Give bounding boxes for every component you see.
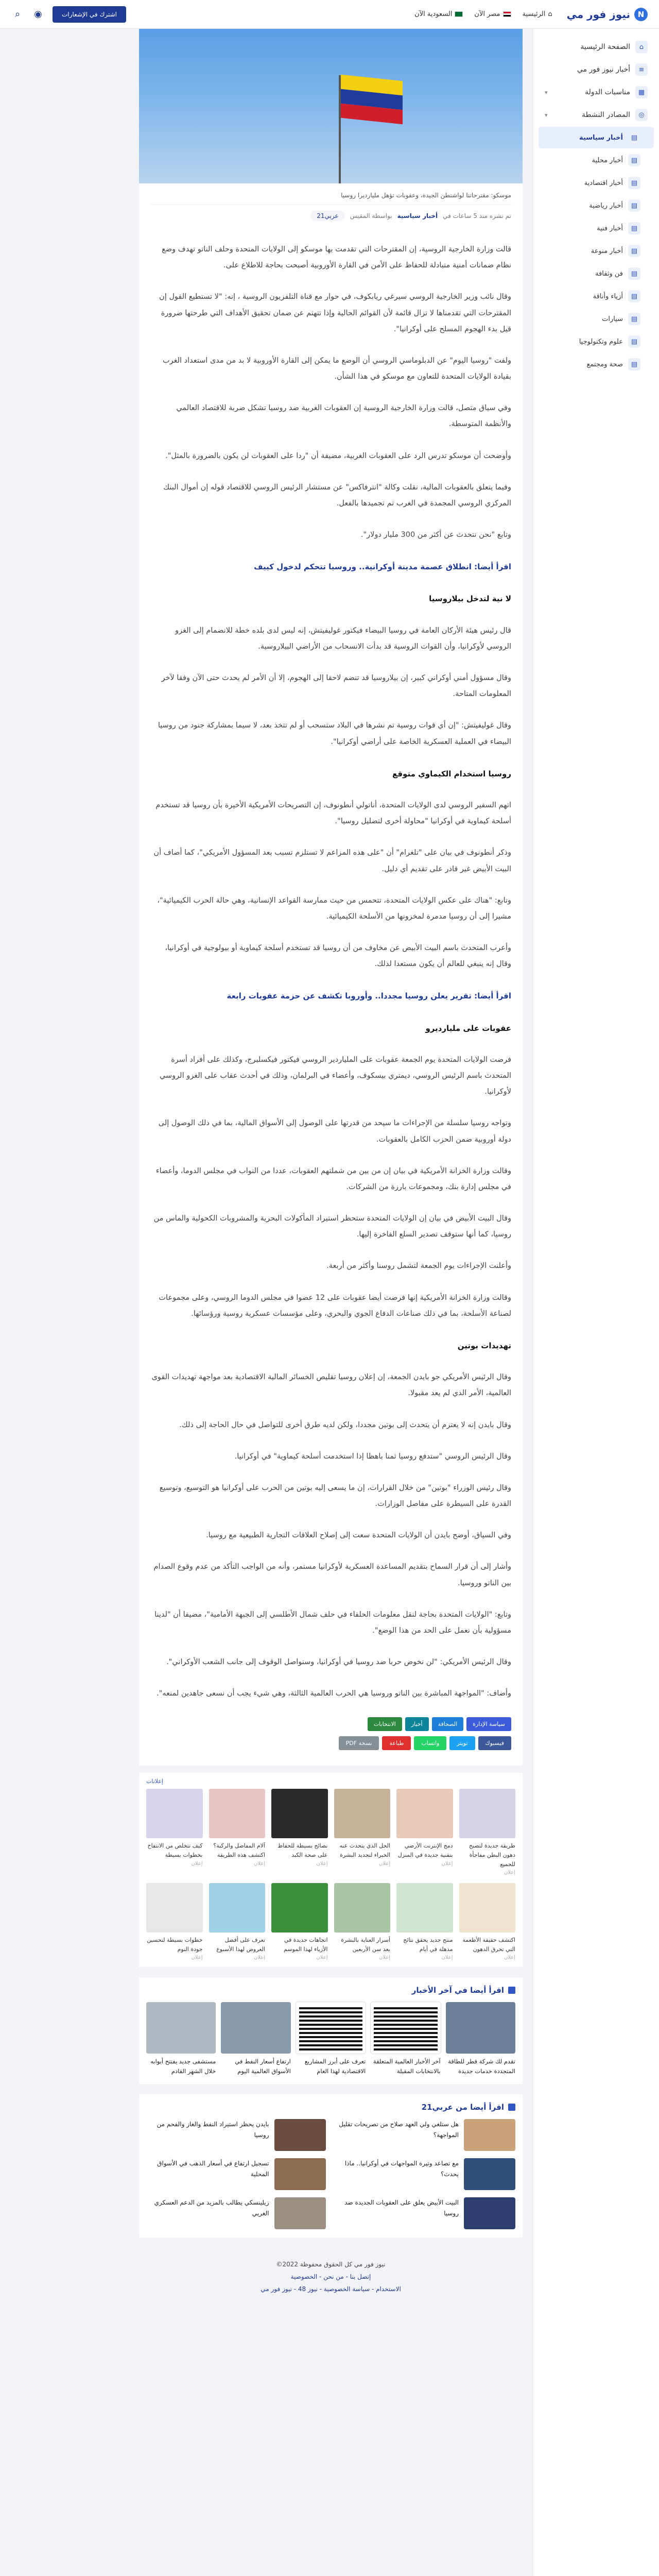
sidebar-item[interactable] (539, 127, 654, 148)
article-paragraph: وقال الرئيس الأمريكي: "لن نخوض حربا ضد روسيا في أوكرانيا، وسنواصل الوقوف إلى جانب الشعب الأوكراني". (166, 1658, 511, 1667)
article-paragraph: قالت وزارة الخارجية الروسية، إن المقترحات التي تقدمت بها موسكو إلى الولايات المتحدة وحلف الناتو تهدف وضع نظام ضمانات أمنية متبادلة للحفاظ على الأمن في القارة الأوروبية أصبحت بحاجة للاطلاع على. (162, 245, 511, 270)
sidebar-item-label: أخبار فنية (597, 224, 623, 232)
more-item[interactable] (146, 2197, 326, 2229)
ad-source: إعلان (253, 1860, 265, 1867)
more-title: زيلينسكي يطالب بالمزيد من الدعم العسكري الغربي (154, 2199, 269, 2217)
article-paragraph: وأعرب المتحدث باسم البيت الأبيض عن مخاوف من أن روسيا قد تستخدم أسلحة كيماوية أو بيولوجية في أوكرانيا، وقال إنه ينبغي للعالم أن يكون مستعدا لذلك. (165, 944, 511, 969)
logo-mark: N (634, 8, 648, 21)
share-button[interactable]: تويتر (449, 1736, 475, 1750)
ad-title: آلام المفاصل والركبة؟ اكتشف هذه الطريقة (213, 1842, 265, 1859)
ad-source: إعلان (191, 1955, 203, 1961)
related-card[interactable] (446, 2002, 515, 2076)
source-icon: ◎ (635, 109, 648, 121)
article-paragraph: وأوضحت أن موسكو تدرس الرد على العقوبات الغربية، مضيفة أن "ردا على العقوبات لن يكون بالضرورة بالمثل". (165, 451, 511, 460)
sidebar-item-label: أخبار اقتصادية (584, 179, 623, 187)
ad-title: اكتشف حقيقة الأطعمة التي تحرق الدهون (462, 1937, 515, 1953)
search-icon[interactable]: ⌕ (14, 9, 21, 20)
ad-title: تعرف على أفضل العروض لهذا الأسبوع (216, 1937, 265, 1953)
ad-source: إعلان (316, 1860, 328, 1867)
related-title: ارتفاع أسعار النفط في الأسواق العالمية اليوم (235, 2058, 291, 2075)
read-also-link-2[interactable]: اقرأ أيضا: تقرير يعلن روسيا مجددا.. وأوروبا تكشف عن حزمة عقوبات رابعة (227, 991, 511, 1001)
author-badge[interactable]: عربي21 (310, 211, 344, 221)
tag-link[interactable]: أخبار (405, 1717, 429, 1731)
section-icon (508, 1987, 515, 1994)
sidebar-item-label: المصادر النشطة (582, 111, 630, 119)
article-paragraph: وتابع "نحن نتحدث عن أكثر من 300 مليار دولار". (360, 531, 511, 539)
ad-card[interactable] (146, 1789, 203, 1877)
ad-source: إعلان (316, 1955, 328, 1961)
footer-links[interactable]: إتصل بنا - من نحن - الخصوصية (290, 2273, 371, 2281)
more-image (464, 2158, 515, 2190)
ad-card[interactable] (146, 1883, 203, 1962)
art-icon: ▤ (628, 222, 640, 234)
more-item[interactable] (336, 2197, 516, 2229)
ad-title: الحل الذي يتحدث عنه الخبراء لتجديد البشرة (339, 1842, 390, 1859)
image-caption: موسكو: مقترحاتنا لواشنطن الجيدة، وعقوبات تؤهل مليارديرا روسيا (150, 192, 511, 205)
tag-link[interactable]: الانتخابات (368, 1717, 402, 1731)
ad-card[interactable] (209, 1789, 266, 1877)
subheading-chemical: روسيا استخدام الكيماوي متوقع (392, 769, 511, 778)
ad-image (396, 1789, 453, 1838)
ad-title: منتج جديد يحقق نتائج مذهلة في أيام (403, 1937, 453, 1953)
more-title: تسجيل ارتفاع في أسعار الذهب في الأسواق المحلية (157, 2160, 269, 2178)
related-image (146, 2002, 216, 2054)
more-title: بايدن يحظر استيراد النفط والغاز والفحم من روسيا (157, 2121, 269, 2139)
sidebar-item-label: أخبار نيوز فور مي (577, 65, 630, 74)
article-paragraph: وقال الرئيس الأمريكي جو بايدن الجمعة، إن إعلان روسيا تقليص الخسائر المالية الاقتصادية بعد مواجهة تهديدات القوى العالمية، الأمر الذي لم يعد مقبولا. (151, 1373, 511, 1398)
nav-home[interactable]: ⌂ الرئيسية (522, 10, 552, 18)
more-section (139, 2094, 523, 2238)
ads-label: إعلانات (146, 1778, 163, 1785)
ad-image (271, 1789, 328, 1838)
more-image (274, 2158, 326, 2190)
sidebar-item-label: الصفحة الرئيسية (580, 43, 630, 51)
sidebar-item-label: علوم وتكنولوجيا (579, 337, 623, 346)
more-image (464, 2119, 515, 2151)
article-paragraph: وتابع: "الولايات المتحدة بحاجة لنقل معلومات الحلفاء في حلف شمال الأطلسي إلى الجبهة الأمامية"، مضيفا أن "لدينا مسؤولية بأن نعمل على الحد من هذا الوضع". (154, 1610, 511, 1635)
sidebar-item[interactable] (539, 149, 654, 171)
sidebar-item[interactable] (539, 36, 654, 58)
ad-source: إعلان (378, 1860, 390, 1867)
article-paragraph: وقال غوليفيتش: "إن أي قوات روسية تم نشرها في البلاد ستسحب أو لم تتخذ بعد، لا سيما بمشاركة جنود من روسيا البيضاء في العملية العسكرية الخاصة على أراضي أوكرانيا". (158, 721, 511, 746)
share-button[interactable]: فيسبوك (478, 1736, 511, 1750)
byline: بواسطة المقيس (350, 212, 392, 219)
ad-image (146, 1789, 203, 1838)
article-hero-image (139, 29, 523, 183)
article-paragraph: وتابع: "هناك على عكس الولايات المتحدة، تتحمس من حيث ممارسة القواعد الإنسانية، وهي حالة الحرب الكيميائية"، مشيرا إلى أن روسيا مدمرة لمخزونها من الأسلحة الكيميائية. (157, 896, 511, 921)
top-bar (0, 0, 659, 29)
ad-image (459, 1883, 516, 1933)
ad-source: إعلان (191, 1860, 203, 1867)
sidebar (533, 29, 659, 2576)
ad-title: دمج الإنترنت الأرضي بتقنية جديدة في المنزل (397, 1842, 453, 1859)
main-content (139, 29, 523, 2306)
home-icon: ⌂ (635, 41, 648, 53)
subheading-belarus: لا نية لتدخل بيلاروسيا (429, 594, 511, 604)
more-title: اقرأ أيضا من عربي21 (421, 2103, 504, 2112)
ad-card[interactable] (459, 1883, 516, 1962)
news-icon: ≡ (635, 63, 648, 76)
article-paragraph: ولفت "روسيا اليوم" عن الدبلوماسي الروسي أن الوضع ما يمكن إلى القارة الأوروبية لا بد من مدى استعداد الغرب بقيادة الولايات المتحدة للتعاون مع موسكو في هذا الشأن. (162, 356, 511, 381)
sidebar-item[interactable] (539, 240, 654, 262)
ad-image (209, 1789, 266, 1838)
fashion-icon: ▤ (628, 290, 640, 302)
home-icon: ⌂ (548, 10, 552, 18)
article-paragraph: وأشار إلى أن قرار السماح بتقديم المساعدة العسكرية لأوكرانيا مستمر، وأنه من الواجب التأكد من عدم وقوع الصدام بين الناتو وروسيا. (153, 1563, 511, 1587)
share-button[interactable]: طباعة (382, 1736, 411, 1750)
related-card[interactable] (371, 2002, 440, 2076)
copyright: نيوز فور مي كل الحقوق محفوظة 2022© (276, 2261, 386, 2268)
ad-source: إعلان (504, 1870, 515, 1876)
sidebar-item-label: صحة ومجتمع (586, 360, 623, 368)
article-paragraph: وفي سياق متصل، قالت وزارة الخارجية الروسية إن العقوبات الغربية ضد روسيا تشكل ضربة للاقتصاد العالمي والأنظمة المتوسطة. (176, 404, 511, 429)
politics-icon: ▤ (628, 131, 640, 144)
ad-image (334, 1883, 391, 1933)
ad-card[interactable] (271, 1789, 328, 1877)
site-name: نيوز فور مي (566, 8, 630, 21)
sidebar-item-label: أخبار رياضية (589, 201, 623, 210)
subheading-sanctions: عقوبات على مليارديرو (425, 1023, 511, 1033)
article-paragraph: وقالت وزارة الخزانة الأمريكية إنها فرضت أيضا عقوبات على 12 عضوا في مجلس الدوما الروسي، وعلى مجموعات لصناعة الأسلحة، بما في ذلك صناعات الدفاع الجوي والبحري، وعلى مؤسسات عسكرية روسية ورؤسائها. (159, 1293, 511, 1318)
ad-title: خطوات بسيطة لتحسين جودة النوم (147, 1937, 203, 1953)
publish-date: تم نشره منذ 5 ساعات في (443, 212, 511, 219)
article-paragraph: وقال مسؤول أمني أوكراني كبير، إن بيلاروسيا قد تنضم لاحقا إلى الهجوم، إلا أن الأمر لم يحدث حتى الآن وفقا لآخر المعلومات المتاحة. (161, 674, 511, 699)
article-paragraph: وأضاف: "المواجهة المباشرة بين الناتو وروسيا هي الحرب العالمية الثالثة، وهي شيء يجب أن نسعى جاهدين لمنعه". (157, 1689, 511, 1698)
chevron-down-icon: ▾ (545, 111, 548, 118)
more-image (274, 2197, 326, 2229)
site-logo[interactable] (567, 8, 648, 21)
sidebar-item[interactable] (539, 195, 654, 216)
sidebar-item-label: أخبار منوعة (591, 247, 623, 255)
ad-card[interactable] (334, 1883, 391, 1962)
more-title: البيت الأبيض يعلق على العقوبات الجديدة ضد روسيا (344, 2199, 459, 2217)
more-item[interactable] (146, 2119, 326, 2151)
sidebar-item[interactable] (539, 217, 654, 239)
ad-card[interactable] (271, 1883, 328, 1962)
tag-list (150, 1717, 511, 1731)
chevron-down-icon: ▾ (545, 89, 548, 96)
more-title: مع تصاعد وتيرة المواجهات في أوكرانيا.. ماذا يحدث؟ (344, 2160, 459, 2178)
local-icon: ▤ (628, 154, 640, 166)
nav-egypt[interactable]: مصر الآن (474, 10, 511, 18)
sidebar-item[interactable] (539, 104, 654, 126)
article-paragraph: وقالت وزارة الخزانة الأمريكية في بيان إن من بين من شملتهم العقوبات، عددا من النواب في مجلس الدوما، وأعضاء في مجلس إدارة بنك، ومجموعات بارزة من الشركات. (155, 1166, 511, 1191)
saudi-flag-icon (455, 11, 463, 17)
article (139, 183, 523, 1766)
calendar-icon: ▦ (635, 86, 648, 98)
ad-title: اتجاهات جديدة في الأزياء لهذا الموسم (284, 1937, 328, 1953)
culture-icon: ▤ (628, 267, 640, 280)
ad-title: كيف تتخلص من الانتفاخ بخطوات بسيطة (147, 1842, 203, 1859)
economy-icon: ▤ (628, 177, 640, 189)
article-paragraph: وفيما يتعلق بالعقوبات المالية، نقلت وكالة "انترفاكس" عن مستشار الرئيس الروسي للاقتصاد قوله إن أموال البنك المركزي الروسي المجمدة في الغرب تم تجميدها بالفعل. (163, 483, 511, 507)
tech-icon: ▤ (628, 335, 640, 348)
related-title: مستشفى جديد يفتتح أبوابه خلال الشهر القادم (150, 2058, 216, 2075)
share-buttons (150, 1736, 511, 1750)
ad-card[interactable] (459, 1789, 516, 1877)
ad-image (459, 1789, 516, 1838)
related-card[interactable] (146, 2002, 216, 2076)
sidebar-item-label: مناسبات الدولة (585, 88, 630, 96)
tag-link[interactable]: الصحافة (432, 1717, 464, 1731)
related-card[interactable] (296, 2002, 366, 2076)
related-title: تقدم لك شركة قطر للطاقة المتجددة خدمات جديدة (448, 2058, 515, 2075)
section-icon (508, 2104, 515, 2111)
ad-source: إعلان (378, 1955, 390, 1961)
article-paragraph: وقال الرئيس الروسي "ستدفع روسيا ثمنا باهظا إذا استخدمت أسلحة كيماوية" في أوكرانيا. (234, 1452, 511, 1461)
ad-source: إعلان (504, 1955, 515, 1961)
ad-card[interactable] (334, 1789, 391, 1877)
venezuela-flag-image (341, 75, 403, 125)
article-paragraph: فرضت الولايات المتحدة يوم الجمعة عقوبات على الملياردير الروسي فيكتور فيكسلبرج، وكذلك على أفراد أسرة المتحدث باسم الرئيس الروسي، ديمتري بيسكوف، وأعضاء في البرلمان، وذلك في أحدث عقاب على الغزو الروسي لأوكرانيا. (159, 1055, 511, 1096)
article-paragraph: وفي السياق، أوضح بايدن أن الولايات المتحدة سعت إلى إصلاح العلاقات التجارية الطبيعية مع روسيا. (206, 1531, 511, 1540)
related-card[interactable] (221, 2002, 290, 2076)
article-body (150, 242, 511, 1702)
related-image (221, 2002, 290, 2054)
ads-section (139, 1773, 523, 1967)
ad-source: إعلان (441, 1860, 453, 1867)
related-title: آخر الأخبار العالمية المتعلقة بالانتخابات المقبلة (373, 2058, 441, 2075)
more-title: هل ستلغي ولي العهد صلاح من تصريحات تقليل المواجهة؟ (339, 2121, 459, 2139)
subheading-threats: تهديدات بوتين (457, 1341, 511, 1350)
sports-icon: ▤ (628, 199, 640, 212)
sidebar-item[interactable] (539, 59, 654, 80)
ad-image (271, 1883, 328, 1933)
related-section (139, 1977, 523, 2084)
ad-card[interactable] (396, 1789, 453, 1877)
sidebar-item[interactable] (539, 331, 654, 352)
article-paragraph: وقال بايدن إنه لا يعتزم أن يتحدث إلى بوتين مجددا، ولكن لديه طرق أخرى للتواصل في حال الحاجة إلى ذلك. (179, 1420, 511, 1429)
qr-code-image (371, 2002, 440, 2054)
share-button[interactable]: نسخة PDF (339, 1736, 379, 1750)
read-also-link-1[interactable]: اقرأ أيضا: انطلاق عصمة مدينة أوكرانية.. وروسيا تتحكم لدخول كييف (254, 562, 511, 572)
sidebar-item-label: أخبار سياسية (579, 133, 623, 142)
ad-source: إعلان (441, 1955, 453, 1961)
top-nav (414, 10, 552, 18)
nav-saudi[interactable]: السعودية الآن (414, 10, 463, 18)
ad-title: طريقة جديدة لتصبح دهون البطن مفاجأة للجميع (469, 1842, 515, 1868)
ad-title: أسرار العناية بالبشرة بعد سن الأربعين (341, 1937, 390, 1953)
article-paragraph: وتواجه روسيا سلسلة من الإجراءات ما سيحد من قدرتها على الوصول إلى الأسواق المالية، بما في ذلك الوصول إلى دولة أوروبية ضمن الحزب الكامل بالعقوبات. (158, 1119, 511, 1144)
footer-links-2[interactable]: الاستخدام - سياسة الخصوصية - نيوز 48 - نيوز فور مي (261, 2285, 401, 2293)
more-image (464, 2197, 515, 2229)
sidebar-item-label: أخبار محلية (592, 156, 623, 164)
tag-link[interactable]: سياسة الإدارة (466, 1717, 511, 1731)
misc-icon: ▤ (628, 245, 640, 257)
category-link[interactable]: أخبار سياسية (397, 212, 438, 219)
article-paragraph: وقال البيت الأبيض في بيان إن الولايات المتحدة ستحظر استيراد المأكولات البحرية والمشروبات الكحولية والماس من روسيا، كما أنها ستوقف تصدير السلع الفاخرة إليها. (153, 1214, 511, 1239)
related-title: تعرف على أبرز المشاريع الاقتصادية لهذا العام (304, 2058, 366, 2075)
sidebar-item[interactable] (539, 81, 654, 103)
sidebar-item-label: فن وثقافة (595, 269, 623, 278)
sidebar-item[interactable] (539, 263, 654, 284)
sidebar-item[interactable] (539, 172, 654, 194)
ad-image (209, 1883, 266, 1933)
subscribe-button[interactable]: اشترك في الإشعارات (53, 6, 126, 23)
qr-code-image (296, 2002, 366, 2054)
ad-title: نصائح بسيطة للحفاظ على صحة الكبد (278, 1842, 328, 1859)
article-paragraph: قال رئيس هيئة الأركان العامة في روسيا البيضاء فيكتور غوليفيتش، إنه ليس لدى بلده خطة للانضمام إلى الغزو الروسي لأوكرانيا، وأن القوات الروسية قد بدأت الانسحاب من الأراضي البيلاروسية. (175, 626, 511, 651)
article-paragraph: وقال رئيس الوزراء "بوتين" من خلال القرارات، إن ما يسعى إليه بوتين من الحرب على أوكرانيا هو التوسيع، وتوسيع القدرة على السيطرة على مفاصل الوزارات. (159, 1483, 511, 1509)
sidebar-item-label: سيارات (602, 315, 623, 323)
ad-image (396, 1883, 453, 1933)
more-item[interactable] (146, 2158, 326, 2190)
ad-card[interactable] (396, 1883, 453, 1962)
ad-image (146, 1883, 203, 1933)
related-image (446, 2002, 515, 2054)
article-meta (150, 211, 511, 221)
sidebar-item-label: أزياء وأناقة (593, 292, 623, 300)
share-button[interactable]: واتساب (414, 1736, 446, 1750)
article-paragraph: وأعلنت الإجراءات يوم الجمعة لتشمل روسنا وأكثر من أربعة. (326, 1262, 511, 1270)
sidebar-item[interactable] (539, 285, 654, 307)
ad-image (334, 1789, 391, 1838)
sidebar-item[interactable] (539, 308, 654, 330)
egypt-flag-icon (503, 11, 511, 17)
more-image (274, 2119, 326, 2151)
article-paragraph: اتهم السفير الروسي لدى الولايات المتحدة، أناتولي أنطونوف، إن التصريحات الأمريكية الأخيرة بأن روسيا قد تستخدم أسلحة كيماوية في أوكرانيا "محاولة أخرى لتضليل روسيا". (155, 801, 511, 826)
ad-card[interactable] (209, 1883, 266, 1962)
related-title: اقرأ أيضا في آخر الأخبار (411, 1986, 504, 1995)
ad-source: إعلان (253, 1955, 265, 1961)
footer (139, 2258, 523, 2306)
sidebar-item[interactable] (539, 353, 654, 375)
more-item[interactable] (336, 2158, 516, 2190)
health-icon: ▤ (628, 358, 640, 370)
car-icon: ▤ (628, 313, 640, 325)
article-paragraph: وقال نائب وزير الخارجية الروسي سيرغي ريابكوف، في حوار مع قناة التلفزيون الروسية ، إنه: "لا تستطيع القول إن المقترحات التي تقدمناها لا تزال قائمة لأن القوائم الحالية وإذا تتهتم عن ضمان تحقيق الأهداف التي طرحتها ضرورة قيل بدء الهجوم المسلح على أوكرانيا". (159, 293, 511, 333)
user-icon[interactable]: ◉ (34, 9, 42, 20)
more-item[interactable] (336, 2119, 516, 2151)
article-paragraph: وذكر أنطونوف في بيان على "تلغرام" أن "على هذه المزاعم لا تستلزم تسبب بعد المسؤول الأمريكي"، كما أضاف أن البيت الأبيض غير قادر على تقديم أي دليل. (153, 849, 511, 873)
